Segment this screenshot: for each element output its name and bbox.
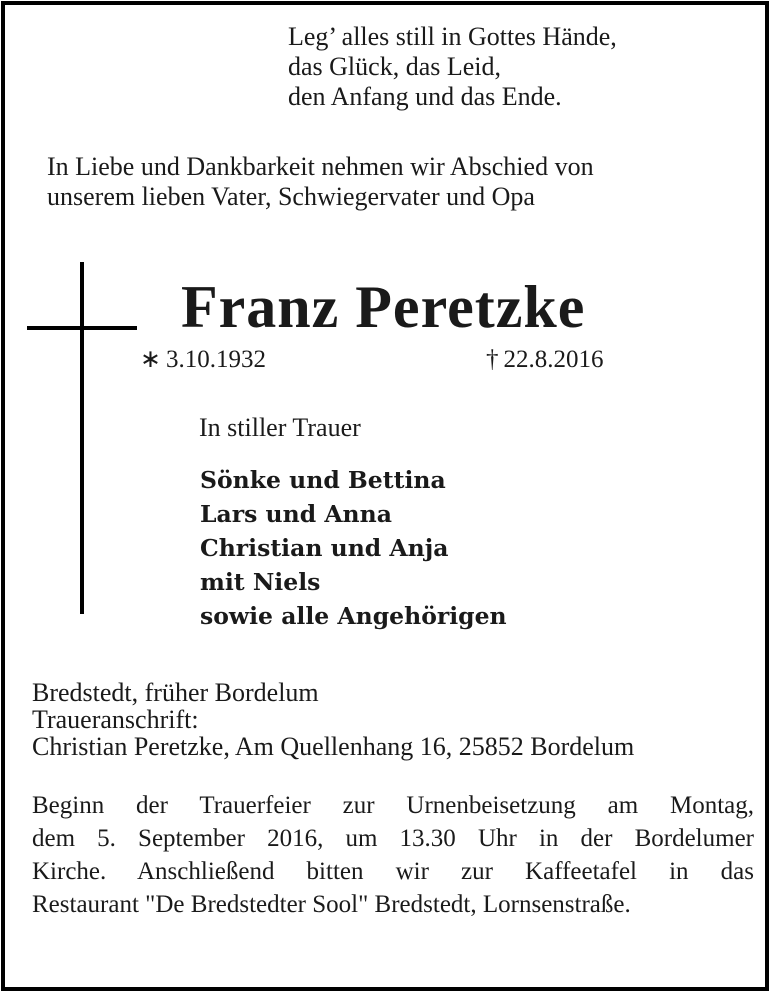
death-date <box>486 345 604 375</box>
mourning-address <box>32 679 634 760</box>
mourning-heading: In stiller Trauer <box>199 413 361 442</box>
mourner-name: mit Niels <box>200 568 321 596</box>
cross-icon-vertical-bar <box>80 262 84 614</box>
poem-line: das Glück, das Leid, <box>288 52 502 81</box>
death-dagger-icon: † <box>486 346 499 373</box>
address-line: Christian Peretzke, Am Quellenhang 16, 25852 Bordelum <box>32 732 635 761</box>
ceremony-line: Kirche. Anschließend bitten wir zur Kaffeetafel in das <box>32 858 754 885</box>
mourner-name: sowie alle Angehörigen <box>200 602 507 630</box>
mourners-list <box>200 463 507 633</box>
birth-star-icon: ∗ <box>140 346 161 373</box>
cross-icon-horizontal-bar <box>27 326 137 330</box>
ceremony-line: dem 5. September 2016, um 13.30 Uhr in der Bordelumer <box>32 825 754 852</box>
death-date-value: 22.8.2016 <box>503 346 604 373</box>
birth-date-value: 3.10.1932 <box>165 346 266 373</box>
mourner-name: Lars und Anna <box>200 500 392 528</box>
birth-date <box>140 345 266 375</box>
deceased-name: Franz Peretzke <box>181 274 586 340</box>
farewell-intro <box>47 152 594 212</box>
ceremony-line: Beginn der Trauerfeier zur Urnenbeisetzung am Montag, <box>32 792 754 819</box>
poem-line: Leg’ alles still in Gottes Hände, <box>288 22 617 51</box>
address-line: Bredstedt, früher Bordelum <box>32 678 319 707</box>
mourner-name: Sönke und Bettina <box>200 466 446 494</box>
poem-line: den Anfang und das Ende. <box>288 82 562 111</box>
intro-line: unserem lieben Vater, Schwiegervater und Opa <box>47 182 535 211</box>
address-line: Traueranschrift: <box>32 705 199 734</box>
mourner-name: Christian und Anja <box>200 534 449 562</box>
ceremony-line: Restaurant "De Bredstedter Sool" Bredstedt, Lornsenstraße. <box>32 891 631 918</box>
intro-line: In Liebe und Dankbarkeit nehmen wir Abschied von <box>47 152 594 181</box>
ceremony-details <box>32 789 754 921</box>
poem-verse <box>288 22 617 112</box>
